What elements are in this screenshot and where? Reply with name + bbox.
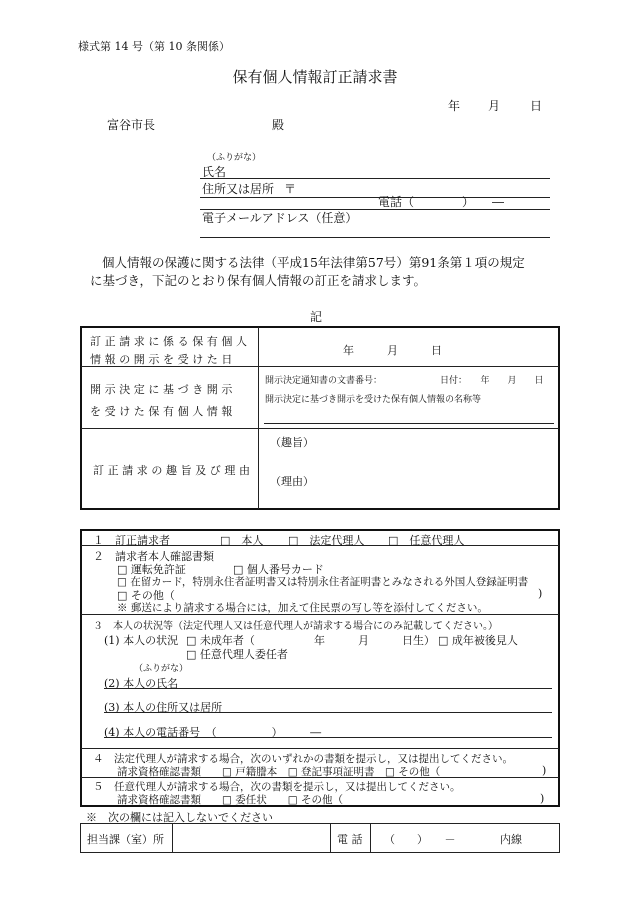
table1-row-sep-2 bbox=[81, 428, 559, 429]
s1-label: １ 訂正請求者 bbox=[93, 534, 170, 547]
s2-license-checkbox[interactable]: □ 運転免許証 bbox=[117, 563, 186, 576]
postal-mark: 〒 bbox=[284, 182, 297, 196]
s3-name-label: (2) 本人の氏名 bbox=[104, 677, 179, 690]
s3-agent-checkbox[interactable]: □ 任意代理人委任者 bbox=[186, 648, 288, 661]
s3-address-label: (3) 本人の住所又は居所 bbox=[104, 701, 223, 714]
s3-minor-birthdate[interactable]: 年 月 日生） bbox=[314, 634, 435, 647]
s5-close: ) bbox=[540, 792, 545, 805]
row2-label-b: を受けた保有個人情報 bbox=[90, 405, 236, 418]
s2-other-close: ) bbox=[538, 587, 543, 600]
row2-date[interactable]: 日付： 年 月 日 bbox=[440, 376, 544, 386]
s3-name-line[interactable] bbox=[104, 688, 552, 689]
requester-address-label: 住所又は居所 bbox=[202, 182, 275, 196]
s4-close: ) bbox=[542, 764, 547, 777]
s5-docs[interactable]: 請求資格確認書類 □ 委任状 □ その他（ bbox=[117, 794, 344, 806]
s1-option-self[interactable]: □ 本人 bbox=[220, 534, 264, 547]
email-line[interactable] bbox=[200, 237, 550, 238]
row2-doc-number[interactable]: 開示決定通知書の文書番号： bbox=[265, 376, 383, 386]
office-phone-value: （ ） － bbox=[384, 833, 456, 846]
requester-name-label: 氏名 bbox=[202, 165, 227, 179]
s2-residence-checkbox[interactable]: □ 在留カード，特別永住者証明書又は特別永住者証明書とみなされる外国人登録証明書 bbox=[117, 576, 529, 588]
requester-email-label: 電子メールアドレス（任意） bbox=[202, 211, 358, 225]
requester-phone[interactable]: 電話（ ） ― bbox=[378, 195, 505, 209]
s2-mynumber-checkbox[interactable]: □ 個人番号カード bbox=[233, 563, 324, 576]
office-use-note: ※ 次の欄には記入しないでください bbox=[86, 811, 273, 824]
s2-mail-note: ※ 郵送により請求する場合には，加えて住民票の写し等を添付してください。 bbox=[117, 602, 488, 614]
table1-divider bbox=[258, 327, 259, 509]
s3-furigana: （ふりがな） bbox=[134, 664, 189, 674]
office-extension-label: 内線 bbox=[500, 833, 522, 846]
body-text-line2: に基づき，下記のとおり保有個人情報の訂正を請求します。 bbox=[90, 273, 427, 288]
date-year[interactable]: 年 bbox=[448, 99, 461, 113]
office-phone-label: 電 話 bbox=[337, 833, 363, 846]
s3-label: ３ 本人の状況等（法定代理人又は任意代理人が請求する場合にのみ記載してください。） bbox=[93, 621, 498, 632]
page-title: 保有個人情報訂正請求書 bbox=[232, 68, 398, 86]
row3-label: 訂正請求の趣旨及び理由 bbox=[93, 464, 254, 477]
row2-label-a: 開示決定に基づき開示 bbox=[90, 383, 236, 396]
row1-date-value[interactable]: 年 月 日 bbox=[343, 344, 442, 357]
s5-label: ５ 任意代理人が請求する場合，次の書類を提示し，又は提出してください。 bbox=[93, 781, 461, 793]
body-text-line1: 個人情報の保護に関する法律（平成15年法律第57号）第91条第１項の規定 bbox=[102, 255, 525, 270]
s3-minor-checkbox[interactable]: □ 未成年者（ bbox=[186, 634, 255, 647]
addressee: 富谷市長 bbox=[107, 118, 156, 132]
name-line[interactable] bbox=[200, 178, 550, 179]
row2-info-name[interactable]: 開示決定に基づき開示を受けた保有個人情報の名称等 bbox=[265, 395, 482, 405]
table3-divider-1 bbox=[172, 824, 173, 852]
requester-furigana: （ふりがな） bbox=[207, 153, 262, 163]
ki-mark: 記 bbox=[310, 310, 323, 324]
s4-label: ４ 法定代理人が請求する場合，次のいずれかの書類を提示し，又は提出してください。 bbox=[93, 753, 513, 765]
row3-reason[interactable]: （理由） bbox=[270, 475, 314, 488]
s2-other-checkbox[interactable]: □ その他（ bbox=[117, 589, 175, 602]
row1-label-a: 訂正請求に係る保有個人 bbox=[90, 335, 251, 348]
table3-divider-3 bbox=[370, 824, 371, 852]
date-day[interactable]: 日 bbox=[530, 99, 543, 113]
row1-label-b: 情報の開示を受けた日 bbox=[90, 353, 236, 366]
row3-purpose[interactable]: （趣旨） bbox=[270, 436, 314, 449]
table1-name-underline bbox=[264, 423, 554, 424]
dept-label: 担当課（室）所 bbox=[87, 833, 164, 846]
s3-status-label: (1) 本人の状況 bbox=[104, 634, 179, 647]
form-number: 様式第 14 号（第 10 条関係） bbox=[78, 40, 230, 53]
s3-phone-line bbox=[104, 737, 552, 738]
s2-label: ２ 請求者本人確認書類 bbox=[93, 550, 214, 563]
honorific: 殿 bbox=[272, 118, 285, 132]
s3-phone-label[interactable]: (4) 本人の電話番号 （ ） ― bbox=[104, 726, 322, 739]
s1-option-voluntary-agent[interactable]: □ 任意代理人 bbox=[388, 534, 465, 547]
s3-guardian-checkbox[interactable]: □ 成年被後見人 bbox=[438, 634, 518, 647]
s4-docs[interactable]: 請求資格確認書類 □ 戸籍謄本 □ 登記事項証明書 □ その他（ bbox=[117, 766, 441, 778]
table2-sep-3 bbox=[81, 748, 559, 749]
date-month[interactable]: 月 bbox=[488, 99, 501, 113]
table3-divider-2 bbox=[330, 824, 331, 852]
s3-address-line[interactable] bbox=[104, 712, 552, 713]
s1-option-legal-agent[interactable]: □ 法定代理人 bbox=[288, 534, 365, 547]
